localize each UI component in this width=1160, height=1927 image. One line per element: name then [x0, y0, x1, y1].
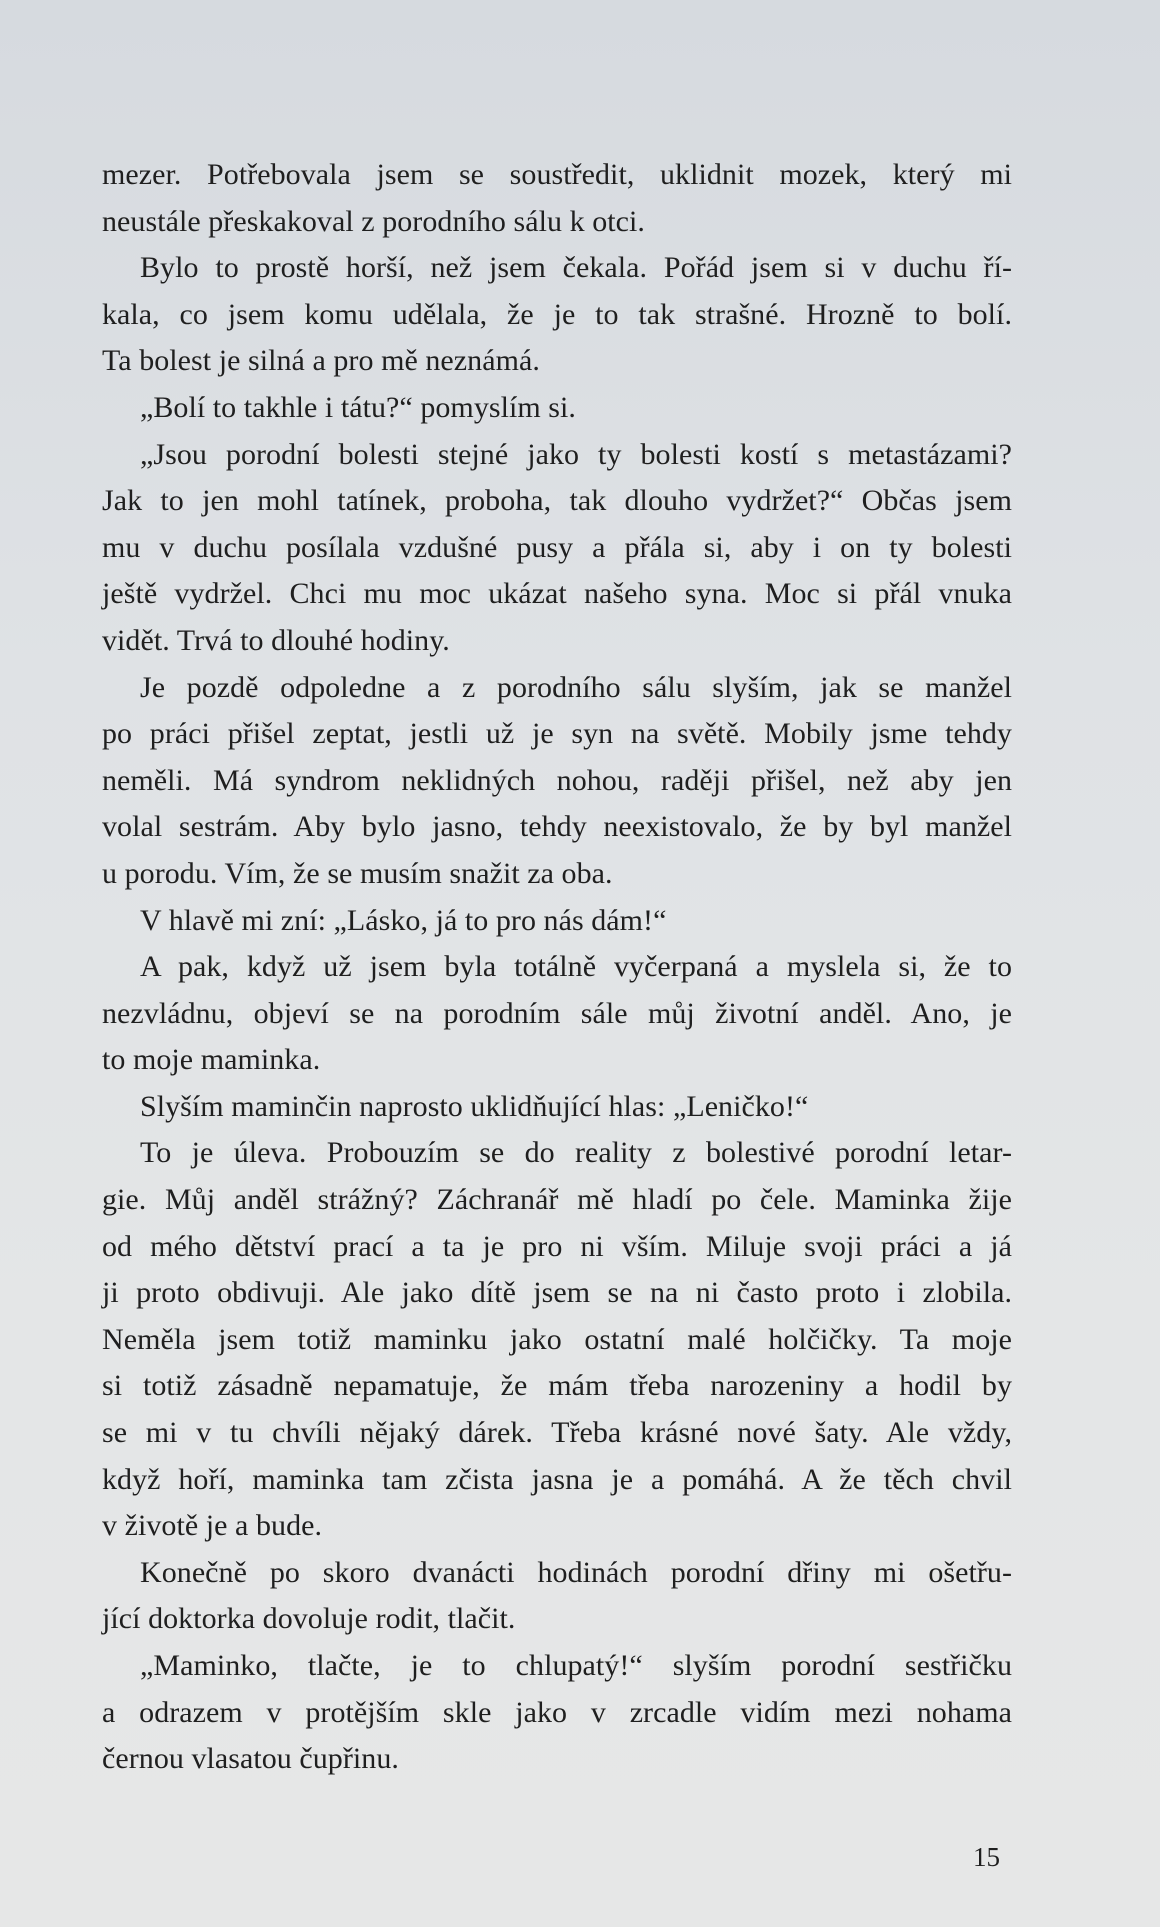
body-text	[102, 152, 1012, 1783]
text-line: si totiž zásadně nepamatuje, že mám třeba narozeniny a hodil by	[102, 1369, 1012, 1403]
text-line: gie. Můj anděl strážný? Záchranář mě hladí po čele. Maminka žije	[102, 1183, 1012, 1217]
text-line: Slyším maminčin naprosto uklidňující hlas: „Leničko!“	[140, 1089, 809, 1123]
text-line: černou vlasatou čupřinu.	[102, 1742, 399, 1776]
text-line: ji proto obdivuji. Ale jako dítě jsem se na ni často proto i zlobila.	[102, 1276, 1012, 1310]
text-line: Ta bolest je silná a pro mě neznámá.	[102, 344, 540, 378]
text-line: po práci přišel zeptat, jestli už je syn na světě. Mobily jsme tehdy	[102, 717, 1012, 751]
text-line: u porodu. Vím, že se musím snažit za oba.	[102, 856, 613, 890]
text-line: a odrazem v protějším skle jako v zrcadle vidím mezi nohama	[102, 1695, 1012, 1729]
text-line: to moje maminka.	[102, 1043, 321, 1077]
text-line: nezvládnu, objeví se na porodním sále můj životní anděl. Ano, je	[102, 996, 1012, 1030]
text-line: ještě vydržel. Chci mu moc ukázat našeho syna. Moc si přál vnuka	[102, 577, 1012, 611]
text-line: Je pozdě odpoledne a z porodního sálu slyším, jak se manžel	[140, 670, 1012, 704]
text-line: jící doktorka dovoluje rodit, tlačit.	[102, 1602, 516, 1636]
text-line: mezer. Potřebovala jsem se soustředit, uklidnit mozek, který mi	[102, 158, 1012, 191]
text-line: Jak to jen mohl tatínek, proboha, tak dlouho vydržet?“ Občas jsem	[102, 484, 1012, 518]
text-line: mu v duchu posílala vzdušné pusy a přála si, aby i on ty bolesti	[102, 530, 1012, 564]
text-line: „Maminko, tlačte, je to chlupatý!“ slyším porodní sestřičku	[140, 1649, 1012, 1682]
text-line: A pak, když už jsem byla totálně vyčerpaná a myslela si, že to	[140, 950, 1012, 984]
text-line: neustále přeskakoval z porodního sálu k otci.	[102, 204, 645, 238]
page-number: 15	[973, 1842, 1000, 1872]
text-line: neměli. Má syndrom neklidných nohou, raději přišel, než aby jen	[102, 763, 1012, 797]
text-line: „Jsou porodní bolesti stejné jako ty bolesti kostí s metastázami?	[140, 437, 1012, 471]
text-line: kala, co jsem komu udělala, že je to tak strašné. Hrozně to bolí.	[102, 297, 1012, 331]
text-line: „Bolí to takhle i tátu?“ pomyslím si.	[140, 390, 576, 424]
text-line: Bylo to prostě horší, než jsem čekala. Pořád jsem si v duchu ří-	[140, 251, 1012, 285]
text-line: V hlavě mi zní: „Lásko, já to pro nás dám!“	[140, 903, 667, 937]
text-line: vidět. Trvá to dlouhé hodiny.	[102, 623, 450, 657]
text-line: Neměla jsem totiž maminku jako ostatní malé holčičky. Ta moje	[102, 1322, 1012, 1356]
text-line: od mého dětství prací a ta je pro ni vším. Miluje svoji práci a já	[102, 1229, 1012, 1263]
text-line: se mi v tu chvíli nějaký dárek. Třeba krásné nové šaty. Ale vždy,	[102, 1416, 1012, 1450]
text-line: v životě je a bude.	[102, 1509, 323, 1543]
text-line: Konečně po skoro dvanácti hodinách porodní dřiny mi ošetřu-	[140, 1555, 1012, 1589]
text-line: volal sestrám. Aby bylo jasno, tehdy neexistovalo, že by byl manžel	[102, 810, 1012, 844]
text-line: když hoří, maminka tam zčista jasna je a pomáhá. A že těch chvil	[102, 1462, 1012, 1496]
text-line: To je úleva. Probouzím se do reality z bolestivé porodní letar-	[140, 1136, 1012, 1170]
